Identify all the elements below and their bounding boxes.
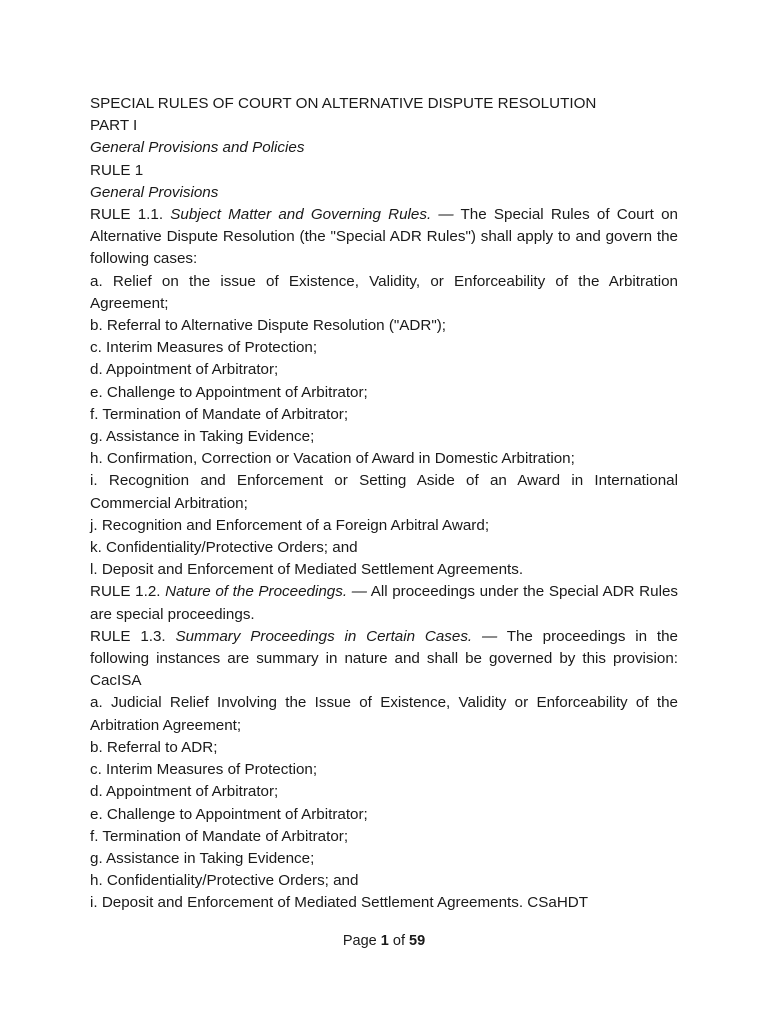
list-item: e. Challenge to Appointment of Arbitrator; [90, 805, 368, 823]
list-item: d. Appointment of Arbitrator; [90, 783, 279, 801]
list-item: e. Challenge to Appointment of Arbitrator; [90, 383, 368, 401]
list-item: k. Confidentiality/Protective Orders; and [90, 539, 358, 557]
current-page-number: 1 [380, 933, 389, 949]
page-word: Page [342, 933, 377, 949]
rule-1-2-number: RULE 1.2. [90, 583, 161, 601]
list-item: i. Recognition and Enforcement or Setting Aside of an Award in International Commercial Arbitration; [90, 472, 678, 512]
list-item: d. Appointment of Arbitrator; [90, 361, 279, 379]
rule-1-1-text: The Special Rules of Court on Alternative Dispute Resolution (the "Special ADR Rules") shall apply to and govern the following cases: [90, 206, 678, 268]
rule-1-3-number: RULE 1.3. [90, 627, 166, 645]
document-body [90, 93, 678, 915]
list-item: g. Assistance in Taking Evidence; [90, 849, 315, 867]
rule-1-1-heading: Subject Matter and Governing Rules. — [170, 206, 454, 224]
rule-1-2-text: All proceedings under the Special ADR Rules are special proceedings. [90, 583, 678, 623]
list-item: a. Relief on the issue of Existence, Validity, or Enforceability of the Arbitration Agreement; [90, 272, 678, 312]
rule-1-2-heading: Nature of the Proceedings. — [165, 583, 367, 601]
list-item: c. Interim Measures of Protection; [90, 339, 318, 357]
rule-heading: RULE 1 [90, 161, 144, 179]
part-heading: PART I [90, 117, 138, 135]
list-item: a. Judicial Relief Involving the Issue of Existence, Validity or Enforceability of the Arbitration Agreement; [90, 694, 678, 734]
list-item: b. Referral to ADR; [90, 738, 218, 756]
list-item: g. Assistance in Taking Evidence; [90, 428, 315, 446]
document-title: SPECIAL RULES OF COURT ON ALTERNATIVE DISPUTE RESOLUTION [90, 95, 597, 112]
list-item: l. Deposit and Enforcement of Mediated Settlement Agreements. [90, 561, 524, 579]
rule-1-3-heading: Summary Proceedings in Certain Cases. — [175, 627, 498, 645]
rule-1-1-paragraph [90, 204, 678, 271]
list-item: c. Interim Measures of Protection; [90, 761, 318, 779]
of-word: of [392, 933, 405, 949]
rule-1-1-number: RULE 1.1. [90, 206, 164, 224]
total-pages-number: 59 [409, 933, 426, 949]
list-item: b. Referral to Alternative Dispute Resolution ("ADR"); [90, 317, 447, 335]
list-item: j. Recognition and Enforcement of a Foreign Arbitral Award; [90, 516, 490, 534]
list-item: f. Termination of Mandate of Arbitrator; [90, 405, 349, 423]
rule-1-3-text: The proceedings in the following instances are summary in nature and shall be governed by this provision: CacISA [90, 627, 678, 690]
rule-1-2-paragraph [90, 581, 678, 625]
rule-subtitle: General Provisions [90, 183, 219, 201]
list-item: f. Termination of Mandate of Arbitrator; [90, 827, 349, 845]
list-item: i. Deposit and Enforcement of Mediated Settlement Agreements. CSaHDT [90, 894, 589, 912]
list-item: h. Confidentiality/Protective Orders; and [90, 872, 359, 890]
rule-1-3-paragraph [90, 626, 678, 693]
part-subtitle: General Provisions and Policies [90, 139, 305, 157]
page-footer [0, 933, 768, 949]
list-item: h. Confirmation, Correction or Vacation of Award in Domestic Arbitration; [90, 450, 575, 468]
